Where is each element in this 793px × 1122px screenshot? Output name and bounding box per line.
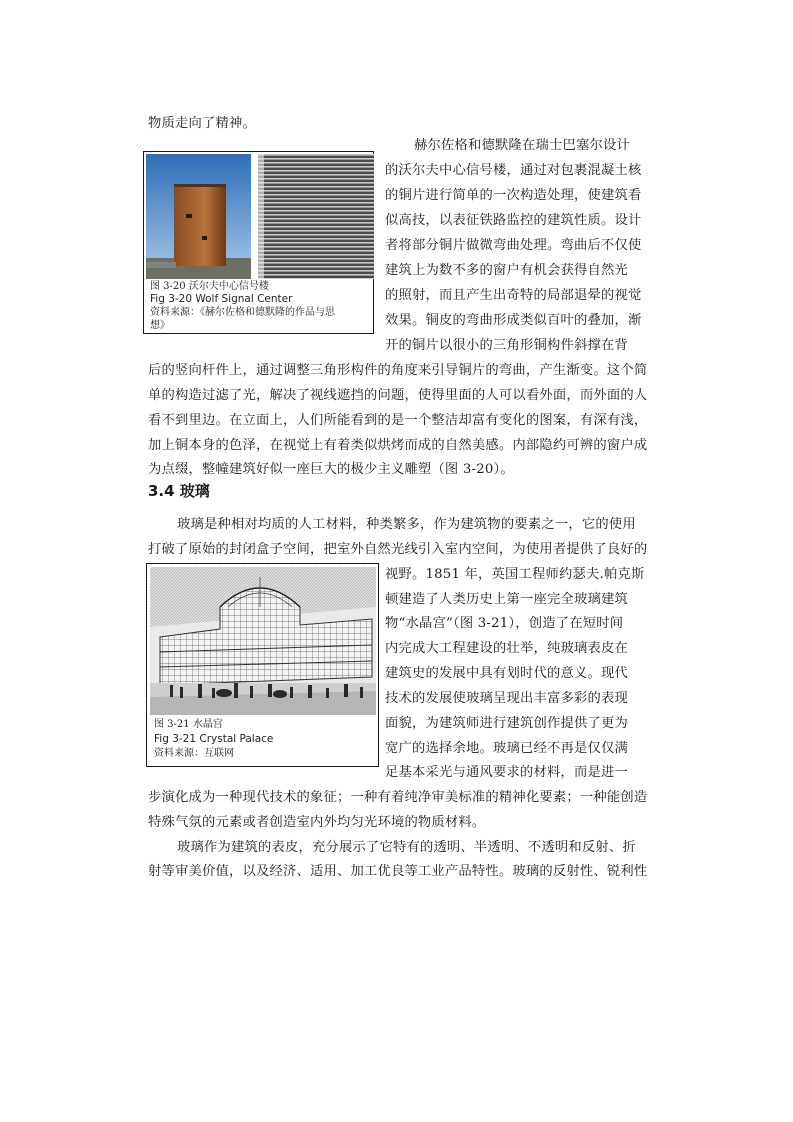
- body-text-line: 单的构造过滤了光，解决了视线遮挡的问题，使得里面的人可以看外面，而外面的人: [148, 388, 648, 403]
- body-text-line: 看不到里边。在立面上，人们所能看到的是一个整洁却富有变化的图案，有深有浅，: [148, 413, 648, 428]
- body-text-line: 视野。1851 年，英国工程师约瑟夫.帕克斯: [385, 567, 645, 582]
- figure-caption-cn: 图 3-20 沃尔夫中心信号楼: [150, 281, 269, 292]
- body-text-line: 内完成大工程建设的壮举，纯玻璃表皮在: [385, 641, 628, 656]
- body-text-line: 玻璃作为建筑的表皮，充分展示了它特有的透明、半透明、不透明和反射、折: [177, 840, 636, 855]
- figure-crystal-palace: [146, 563, 379, 767]
- body-text-line: 建筑史的发展中具有划时代的意义。现代: [385, 666, 628, 681]
- body-text-line: 足基本采光与通风要求的材料，而是进一: [385, 765, 628, 780]
- crystal-palace-engraving: [150, 567, 376, 715]
- body-text-line: 物质走向了精神。: [148, 116, 256, 131]
- body-text-line: 宽广的选择余地。玻璃已经不再是仅仅满: [385, 741, 628, 756]
- body-text-line: 物“水晶宫”（图 3-21），创造了在短时间: [385, 616, 624, 631]
- figure-source: 资料来源：互联网: [154, 748, 234, 759]
- body-text-line: 后的竖向杆件上，通过调整三角形构件的角度来引导铜片的弯曲，产生渐变。这个简: [148, 363, 648, 378]
- body-text-line: 技术的发展使玻璃呈现出丰富多彩的表现: [385, 691, 628, 706]
- figure-caption-cn: 图 3-21 水晶宫: [154, 719, 223, 730]
- body-text-line: 开的铜片以很小的三角形铜构件斜撑在背: [385, 338, 628, 353]
- body-text-line: 的沃尔夫中心信号楼，通过对包裹混凝土核: [385, 163, 642, 178]
- body-text-line: 的铜片进行简单的一次构造处理，使建筑看: [385, 188, 642, 203]
- figure-caption-en: Fig 3-21 Crystal Palace: [154, 733, 274, 745]
- body-text-line: 射等审美价值，以及经济、适用、加工优良等工业产品特性。玻璃的反射性、锐利性: [148, 864, 648, 879]
- figure-source-cont: 想》: [150, 320, 170, 331]
- body-text-line: 效果。铜皮的弯曲形成类似百叶的叠加，渐: [385, 313, 642, 328]
- body-text-line: 打破了原始的封闭盒子空间，把室外自然光线引入室内空间，为使用者提供了良好的: [148, 542, 648, 557]
- body-text-line: 赫尔佐格和德默隆在瑞士巴塞尔设计: [414, 138, 630, 153]
- body-text-line: 玻璃是种相对均质的人工材料，种类繁多，作为建筑物的要素之一，它的使用: [177, 517, 636, 532]
- wolf-signal-center-photo: [146, 154, 374, 279]
- body-text-line: 的照射，而且产生出奇特的局部退晕的视觉: [385, 288, 642, 303]
- body-text-line: 似高技，以表征铁路监控的建筑性质。设计: [385, 213, 642, 228]
- body-text-line: 建筑上为数不多的窗户有机会获得自然光: [385, 263, 628, 278]
- body-text-line: 特殊气氛的元素或者创造室内外均匀光环境的物质材料。: [148, 815, 486, 830]
- body-text-line: 顿建造了人类历史上第一座完全玻璃建筑: [385, 592, 628, 607]
- section-heading: 3.4 玻璃: [148, 482, 210, 500]
- figure-source: 资料来源：《赫尔佐格和德默隆的作品与思: [150, 307, 335, 318]
- figure-caption-en: Fig 3-20 Wolf Signal Center: [150, 293, 293, 305]
- body-text-line: 为点缀，整幢建筑好似一座巨大的极少主义雕塑（图 3-20）。: [148, 462, 514, 477]
- body-text-line: 步演化成为一种现代技术的象征；一种有着纯净审美标准的精神化要素；一种能创造: [148, 790, 648, 805]
- figure-wolf-signal-center: [143, 151, 374, 334]
- body-text-line: 者将部分铜片做微弯曲处理。弯曲后不仅使: [385, 238, 642, 253]
- body-text-line: 加上铜本身的色泽，在视觉上有着类似烘烤而成的自然美感。内部隐约可辨的窗户成: [148, 438, 648, 453]
- body-text-line: 面貌，为建筑师进行建筑创作提供了更为: [385, 716, 628, 731]
